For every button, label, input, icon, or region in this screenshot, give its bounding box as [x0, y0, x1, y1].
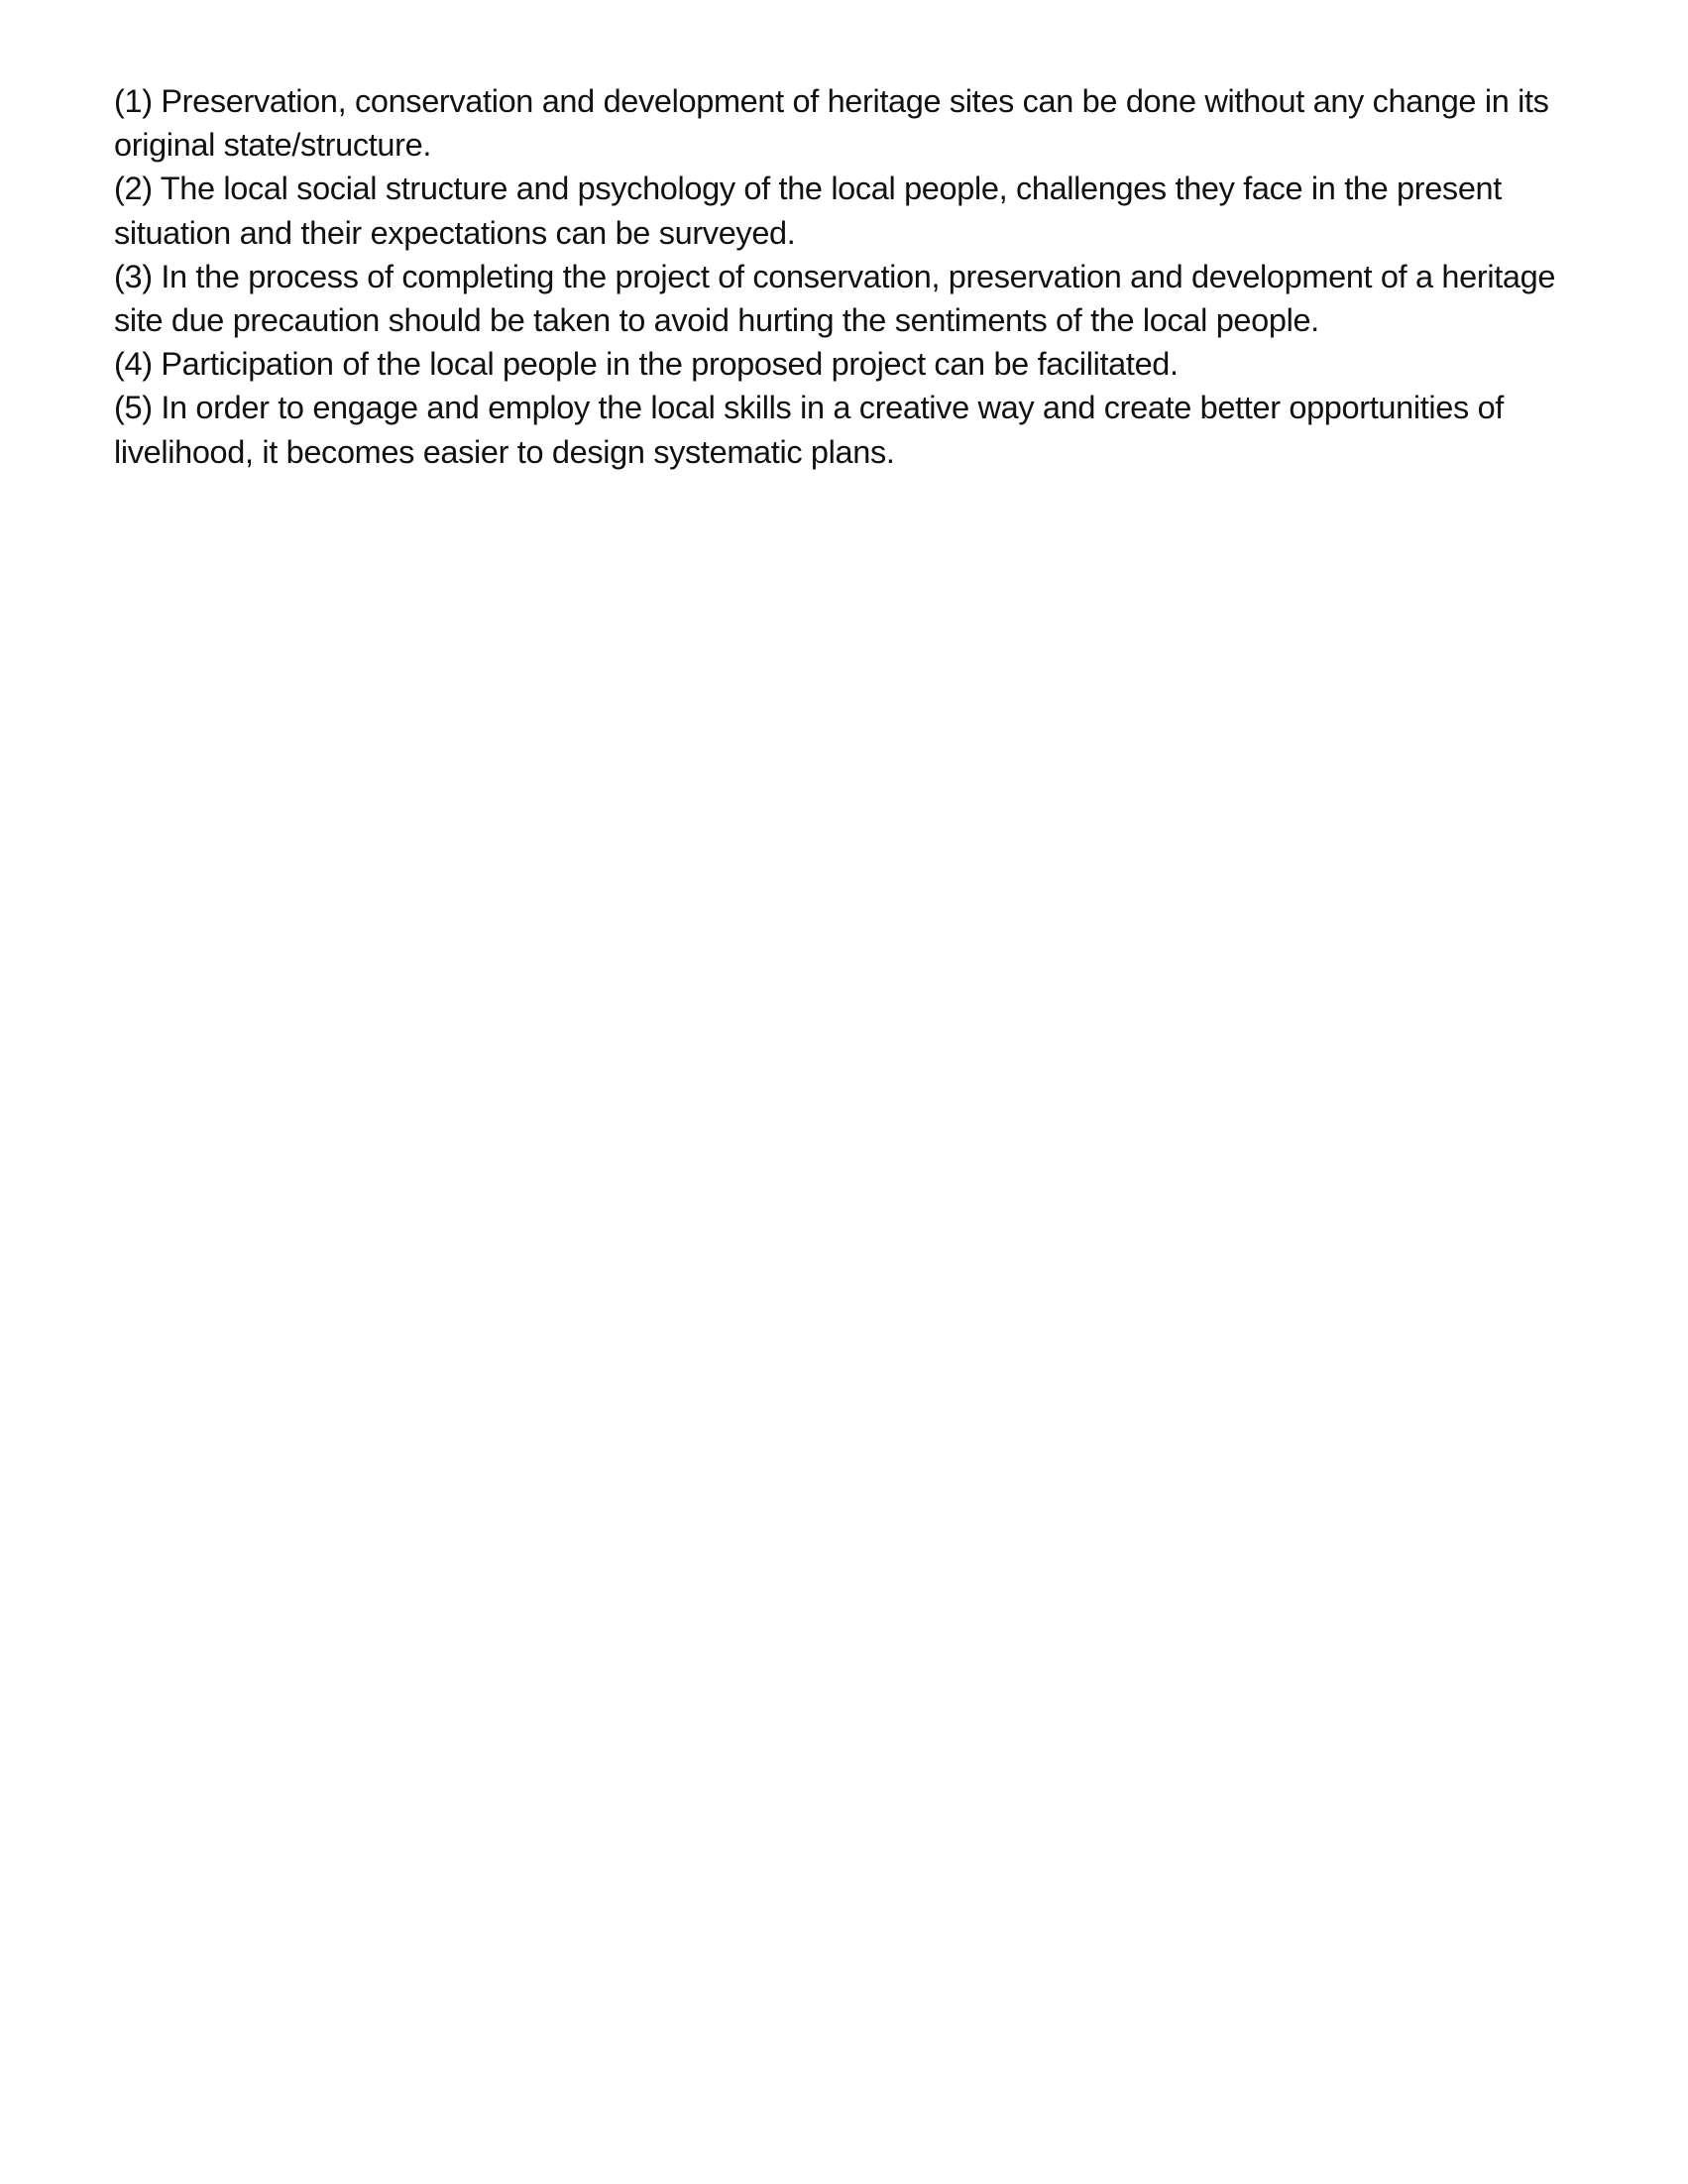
- paragraph-5: (5) In order to engage and employ the local skills in a creative way and create better opportunities of livelihood, it becomes easier to design systematic plans.: [114, 390, 1504, 470]
- paragraph-4: (4) Participation of the local people in the proposed project can be facilitated.: [114, 346, 1179, 383]
- paragraph-2: (2) The local social structure and psychology of the local people, challenges they face in the present situation and their expectations can be surveyed.: [114, 171, 1502, 251]
- document-page: [114, 79, 1581, 474]
- paragraph-3: (3) In the process of completing the project of conservation, preservation and development of a heritage site due precaution should be taken to avoid hurting the sentiments of the local people.: [114, 258, 1556, 339]
- paragraph-1: (1) Preservation, conservation and development of heritage sites can be done without any change in its original state/structure.: [114, 83, 1549, 164]
